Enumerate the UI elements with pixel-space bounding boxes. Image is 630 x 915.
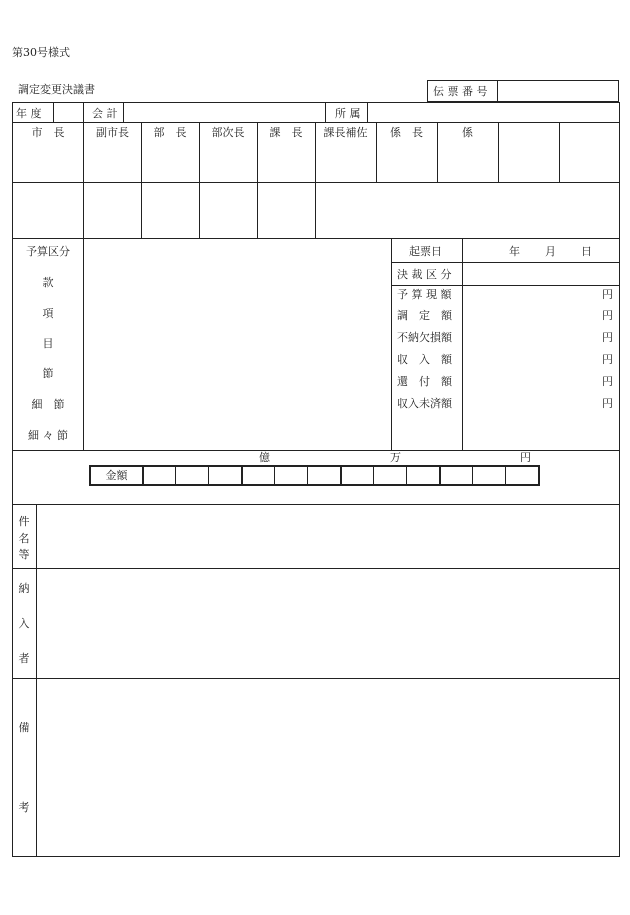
approver-mayor: 市 長 <box>31 126 65 139</box>
approver-deputy-mayor: 副市長 <box>96 126 129 139</box>
amount-label-refunded: 還 付 額 <box>397 375 452 388</box>
subject-field[interactable] <box>37 505 619 568</box>
stamp-cell-section-chief[interactable] <box>258 140 315 182</box>
amount-label-received: 収 入 額 <box>397 353 452 366</box>
account-field[interactable] <box>124 103 324 122</box>
unit-man-label: 万 <box>390 451 401 464</box>
amount-label: 金額 <box>105 469 128 482</box>
amount-label-uncollected: 収入未済額 <box>397 397 452 410</box>
form-title: 調定変更決議書 <box>18 83 95 96</box>
amount-label-assessed: 調 定 額 <box>397 309 452 322</box>
amount-unit-defaulted: 円 <box>602 331 613 344</box>
stamp-cell-subsection-chief[interactable] <box>377 140 437 182</box>
budget-saisaisetsu-label: 細 々 節 <box>28 429 68 442</box>
draft-date-field[interactable] <box>463 239 619 262</box>
decision-category-label: 決 裁 区 分 <box>397 268 452 281</box>
remarks-label-1: 備 <box>18 721 30 734</box>
draft-date-label: 起票日 <box>409 245 442 258</box>
fiscal-year-label: 年 度 <box>16 107 42 120</box>
unit-yen-label: 円 <box>520 451 531 464</box>
amount-values-field[interactable] <box>463 286 595 416</box>
payer-field[interactable] <box>37 569 619 678</box>
amount-label-budget-current: 予 算 現 額 <box>397 288 452 301</box>
budget-setsu-label: 節 <box>42 367 54 380</box>
draft-date-day: 日 <box>581 245 592 258</box>
slip-number-field[interactable] <box>498 81 618 101</box>
amount-unit-assessed: 円 <box>602 309 613 322</box>
stamp-cell-mayor[interactable] <box>13 140 83 182</box>
subject-label: 件 名 等 <box>18 515 30 561</box>
form-number: 第30号様式 <box>12 46 70 59</box>
slip-number-label: 伝 票 番 号 <box>433 85 488 98</box>
budget-kou-label: 項 <box>42 307 54 320</box>
approver-subsection-chief: 係 長 <box>390 126 423 139</box>
approver-director: 部 長 <box>153 126 187 139</box>
amount-unit-refunded: 円 <box>602 375 613 388</box>
budget-saisetsu-label: 細 節 <box>31 398 65 411</box>
affiliation-label: 所 属 <box>335 107 361 120</box>
stamp-cell-deputy-mayor[interactable] <box>84 140 141 182</box>
unit-oku-label: 億 <box>259 451 270 464</box>
approver-assistant-chief: 課長補佐 <box>323 126 368 139</box>
decision-category-field[interactable] <box>463 263 619 285</box>
stamp-cell-director[interactable] <box>142 140 199 182</box>
budget-kan-label: 款 <box>42 276 54 289</box>
stamp-cell-staff[interactable] <box>438 140 498 182</box>
remarks-field[interactable] <box>37 679 619 856</box>
payer-label-2: 入 <box>18 617 30 630</box>
amount-digits-field[interactable] <box>144 467 538 484</box>
stamp-cell-assistant-chief[interactable] <box>316 140 376 182</box>
payer-label-1: 納 <box>18 582 30 595</box>
amount-unit-uncollected: 円 <box>602 397 613 410</box>
approver-deputy-director: 部次長 <box>211 126 245 139</box>
payer-label-3: 者 <box>18 652 30 665</box>
approver-section-chief: 課 長 <box>269 126 303 139</box>
stamp-cell-deputy-director[interactable] <box>200 140 257 182</box>
amount-unit-received: 円 <box>602 353 613 366</box>
account-label: 会 計 <box>92 107 118 120</box>
amount-label-defaulted: 不納欠損額 <box>397 331 452 344</box>
budget-category-label: 予算区分 <box>26 245 70 258</box>
fiscal-year-field[interactable] <box>54 103 82 122</box>
remarks-label-2: 考 <box>18 801 30 814</box>
amount-unit-budget-current: 円 <box>602 288 613 301</box>
draft-date-month: 月 <box>545 245 556 258</box>
budget-detail-field[interactable] <box>84 239 390 450</box>
affiliation-field[interactable] <box>368 103 619 122</box>
approver-staff: 係 <box>462 126 473 139</box>
draft-date-year: 年 <box>509 245 520 258</box>
budget-moku-label: 目 <box>42 337 54 350</box>
